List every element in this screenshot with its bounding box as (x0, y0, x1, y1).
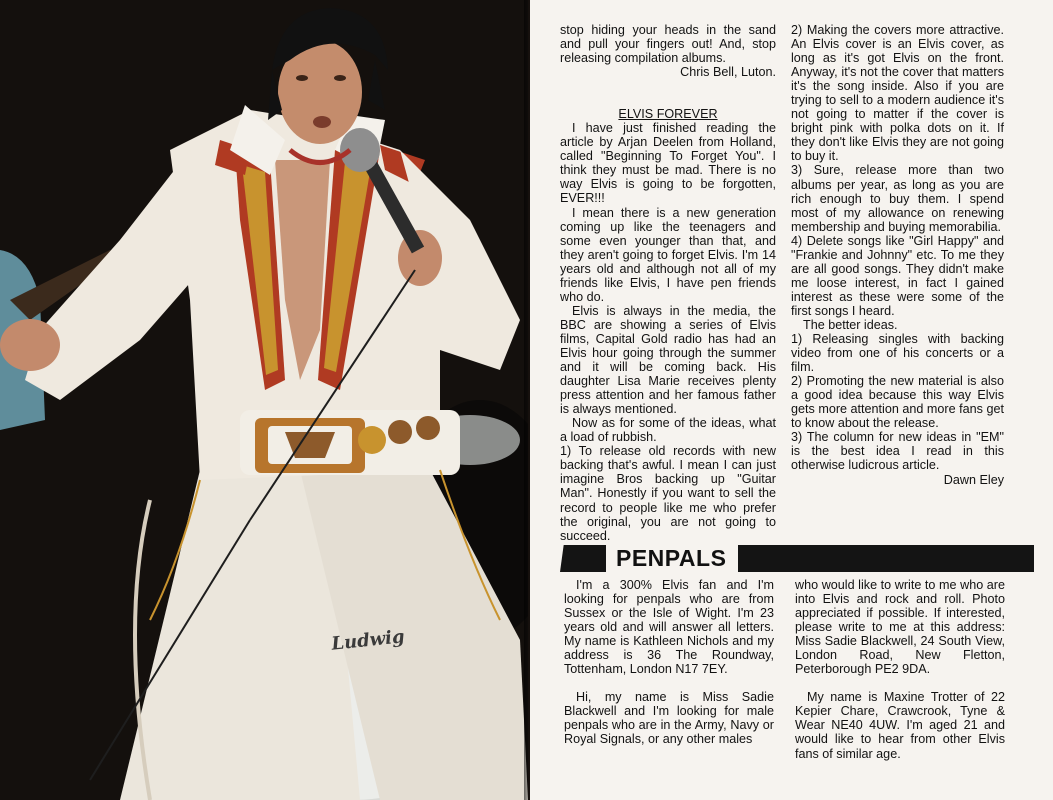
penpal-ad: Hi, my name is Miss Sadie Blackwell and I'm looking for male penpals who are in the Army, Navy or Royal Signals, or any other males (564, 690, 774, 747)
letter2-paragraph: I mean there is a new generation coming up like the teenagers and some even younger than that, and they aren't going to forget Elvis. I'm 14 years old and although not all of my friends like Elvis, I have pen friends who do. (560, 205, 776, 304)
penpals-column-right (795, 578, 1005, 761)
column-right (791, 23, 1004, 487)
drum-logo: Ludwig (330, 626, 406, 655)
letter2-signature: Dawn Eley (943, 472, 1004, 487)
penpal-ad-continued: who would like to write to me who are into Elvis and rock and roll. Photo appreciated if possible. If interested, please write to me at this address: Miss Sadie Blackwell, 24 South View, London Road, New Fletton, Peterborough PE2 9DA. (795, 578, 1005, 677)
letters-page (530, 0, 1053, 800)
penpals-bar-left (560, 545, 606, 572)
letter2-paragraph: Now as for some of the ideas, what a load of rubbish. (560, 416, 776, 445)
letter2-paragraph: 3) Sure, release more than two albums per year, as long as you are rich enough to buy them. I spend most of my allowance on renewing membership and buying memorabilia. (791, 163, 1004, 234)
column-left (560, 23, 776, 543)
letter2-paragraph: 1) To release old records with new backing that's awful. I mean I can just imagine Bros backing up "Guitar Man". Honestly if you want to sell the record to people like me who prefer the original, you are not going to succeed. (560, 444, 776, 543)
letter2-heading: ELVIS FOREVER (618, 107, 718, 122)
penpal-ad: My name is Maxine Trotter of 22 Kepier Chare, Crawcrook, Tyne & Wear NE40 4UW. I'm aged 21 and would like to hear from other Elvis fans of similar age. (795, 690, 1005, 761)
letter2-paragraph: 3) The column for new ideas in "EM" is the best idea I read in this otherwise ludicrous article. (791, 430, 1004, 473)
letter2-paragraph: 2) Making the covers more attractive. An Elvis cover is an Elvis cover, as long as it's got Elvis on the front. Anyway, it's not the cover that matters it's the song inside. Also if you are trying to sell to a modern audience it's not going to matter if the cover is bright pink with polka dots on it. If they don't like Elvis they are not going to buy it. (791, 23, 1004, 164)
penpals-bar-right (738, 545, 1034, 572)
letter2-paragraph: The better ideas. (803, 317, 898, 332)
penpals-column-left (564, 578, 774, 747)
letter2-paragraph: Elvis is always in the media, the BBC are showing a series of Elvis films, Capital Gold radio has had an Elvis hour going through the summer and it will be coming back. His daughter Lisa Marie receives plenty press attention and her famous father is always mentioned. (560, 303, 776, 417)
letter1-signature: Chris Bell, Luton. (680, 65, 776, 80)
penpals-header (560, 543, 1034, 574)
penpal-ad: I'm a 300% Elvis fan and I'm looking for penpals who are from Sussex or the Isle of Wight. I'm 23 years old and will answer all letters. My name is Kathleen Nichols and my address is 36 The Roundway, Tottenham, London N17 7EY. (564, 578, 774, 677)
letter2-paragraph: I have just finished reading the article by Arjan Deelen from Holland, called "Beginning To Forget You". I think they must be mad. There is no way Elvis is going to be forgotten, EVER!!! (560, 121, 776, 206)
letter1-end-text: stop hiding your heads in the sand and pull your fingers out! And, stop releasing compilation albums. (560, 23, 776, 66)
penpals-title: PENPALS (616, 545, 727, 571)
letter2-paragraph: 2) Promoting the new material is also a good idea because this way Elvis gets more attention and more fans get to know about the release. (791, 374, 1004, 431)
letter2-paragraph: 1) Releasing singles with backing video from one of his concerts or a film. (791, 332, 1004, 375)
letter2-paragraph: 4) Delete songs like "Girl Happy" and "Frankie and Johnny" etc. To me they are all good songs. They didn't make me loose interest, in fact I gained interest as these were some of the first songs I heard. (791, 233, 1004, 318)
